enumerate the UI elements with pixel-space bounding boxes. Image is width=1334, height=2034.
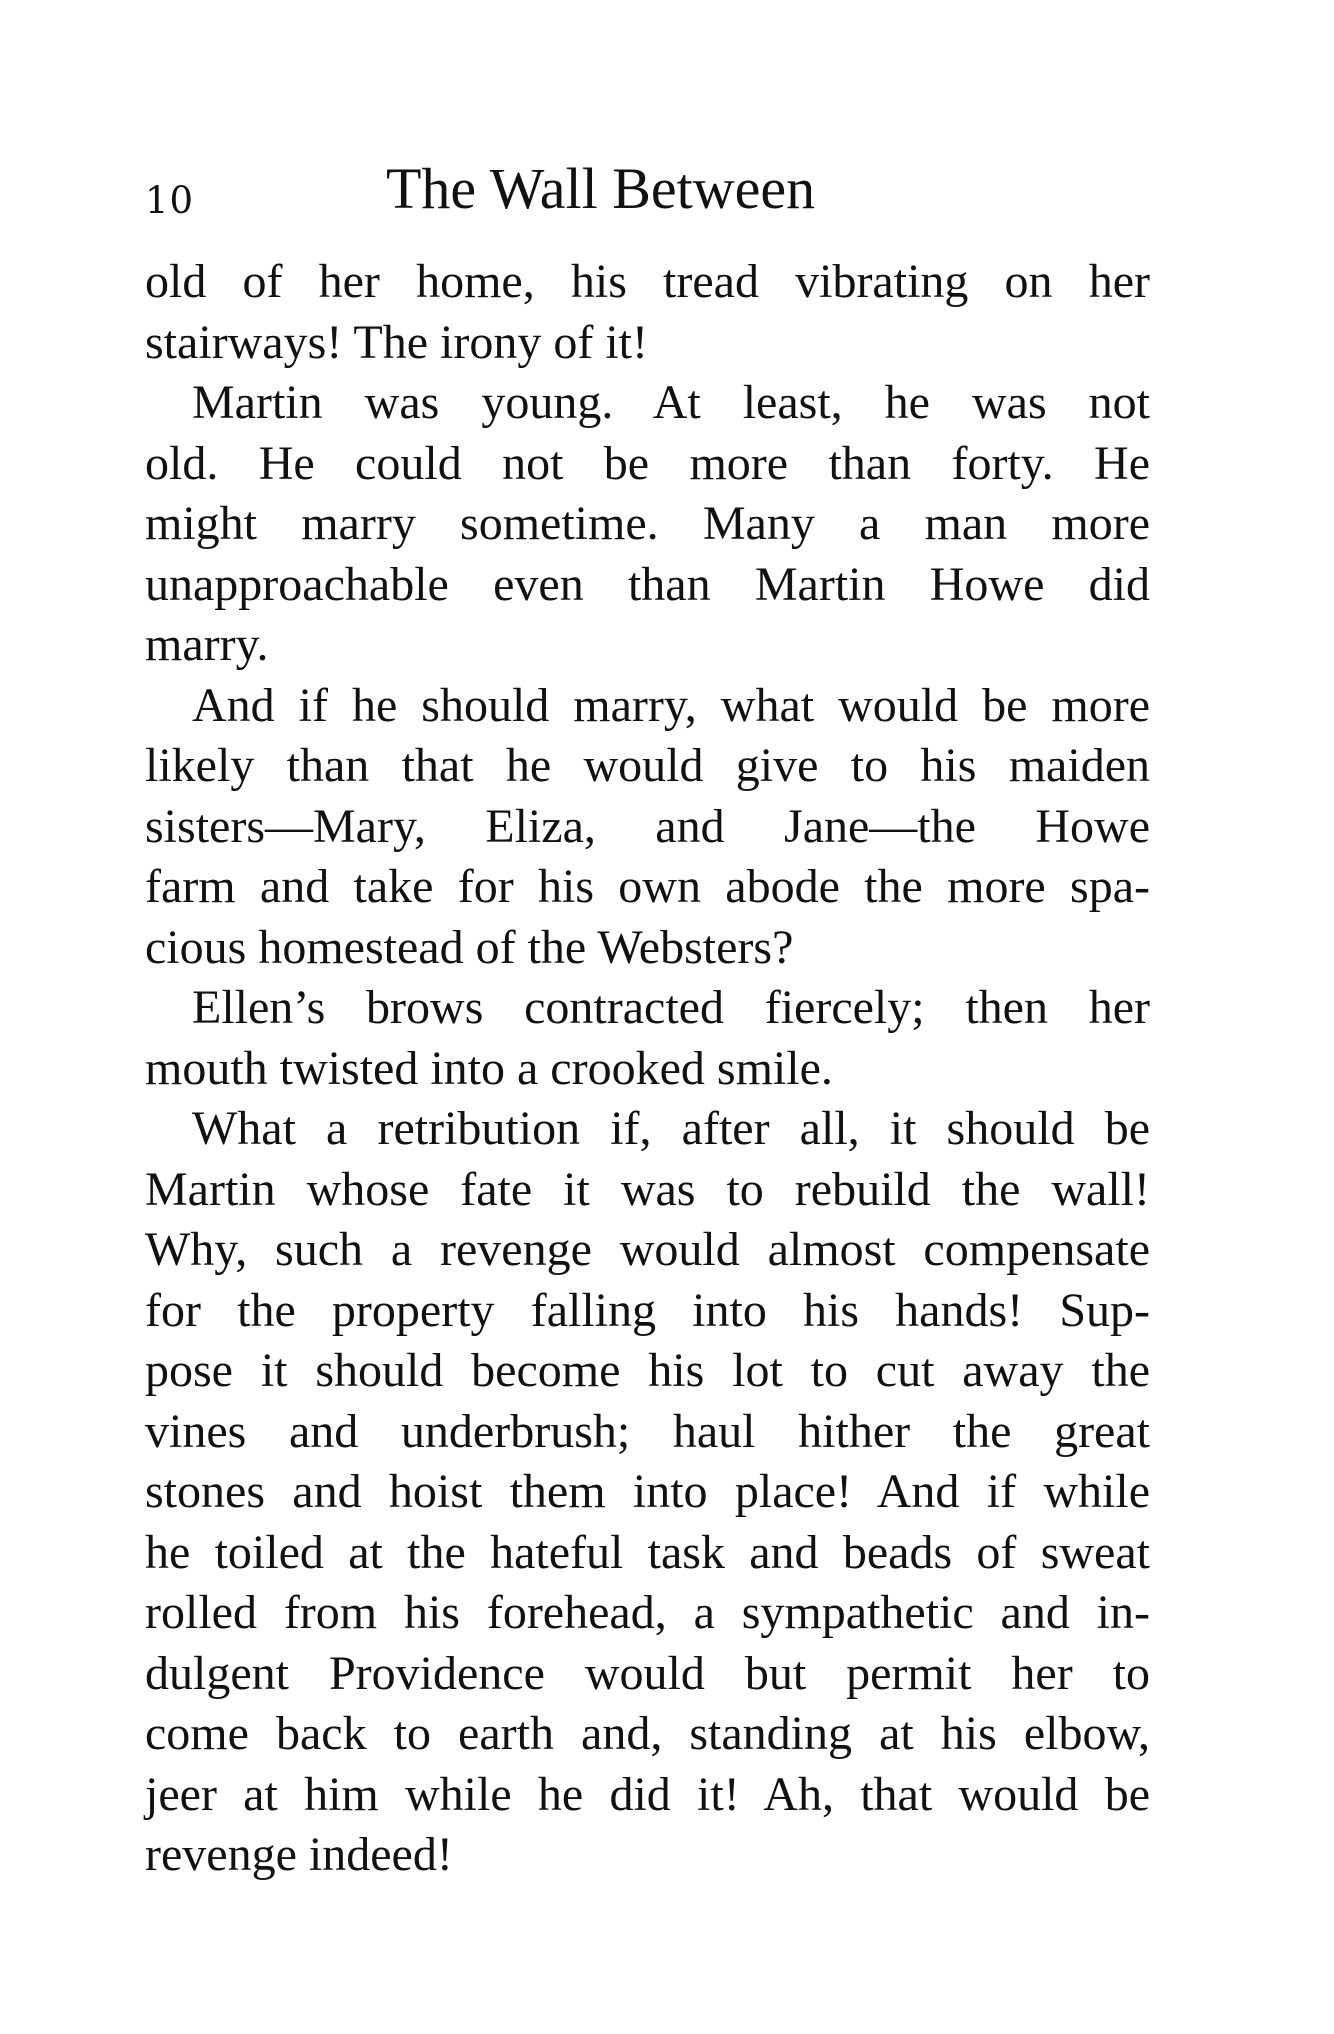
text-line: pose it should become his lot to cut away the	[145, 1344, 1150, 1397]
text-line: stairways! The irony of it!	[145, 315, 648, 369]
text-line: vines and underbrush; haul hither the great	[145, 1404, 1150, 1458]
text-line: old. He could not be more than forty. He	[145, 436, 1150, 490]
text-line: Martin was young. At least, he was not	[192, 376, 1150, 429]
text-line: What a retribution if, after all, it should be	[192, 1102, 1150, 1155]
text-line: Martin whose fate it was to rebuild the wall!	[145, 1162, 1150, 1216]
text-line: he toiled at the hateful task and beads of sweat	[145, 1525, 1150, 1579]
text-line: old of her home, his tread vibrating on her	[145, 255, 1150, 308]
text-line: And if he should marry, what would be more	[192, 678, 1150, 732]
running-title: The Wall Between	[386, 156, 816, 221]
page-number: 10	[145, 179, 195, 222]
text-line: cious homestead of the Websters?	[145, 920, 794, 974]
text-line: might marry sometime. Many a man more	[145, 497, 1150, 550]
text-line: likely than that he would give to his maiden	[145, 739, 1150, 792]
text-line: rolled from his forehead, a sympathetic and in-	[145, 1586, 1150, 1639]
text-line: sisters—Mary, Eliza, and Jane—the Howe	[145, 799, 1150, 853]
text-line: marry.	[145, 618, 269, 671]
text-line: revenge indeed!	[145, 1828, 453, 1881]
page-header	[145, 156, 1145, 230]
text-line: stones and hoist them into place! And if while	[145, 1465, 1150, 1518]
text-line: for the property falling into his hands! Sup-	[145, 1283, 1150, 1337]
text-line: dulgent Providence would but permit her to	[145, 1646, 1150, 1700]
text-line: farm and take for his own abode the more spa-	[145, 860, 1150, 913]
page-body-text	[145, 252, 1150, 1886]
text-line: Ellen’s brows contracted fiercely; then her	[192, 981, 1150, 1034]
text-line: mouth twisted into a crooked smile.	[145, 1041, 833, 1095]
text-line: Why, such a revenge would almost compensate	[145, 1223, 1150, 1276]
text-line: come back to earth and, standing at his elbow,	[145, 1707, 1150, 1760]
text-line: jeer at him while he did it! Ah, that would be	[145, 1767, 1150, 1821]
text-line: unapproachable even than Martin Howe did	[145, 557, 1150, 611]
